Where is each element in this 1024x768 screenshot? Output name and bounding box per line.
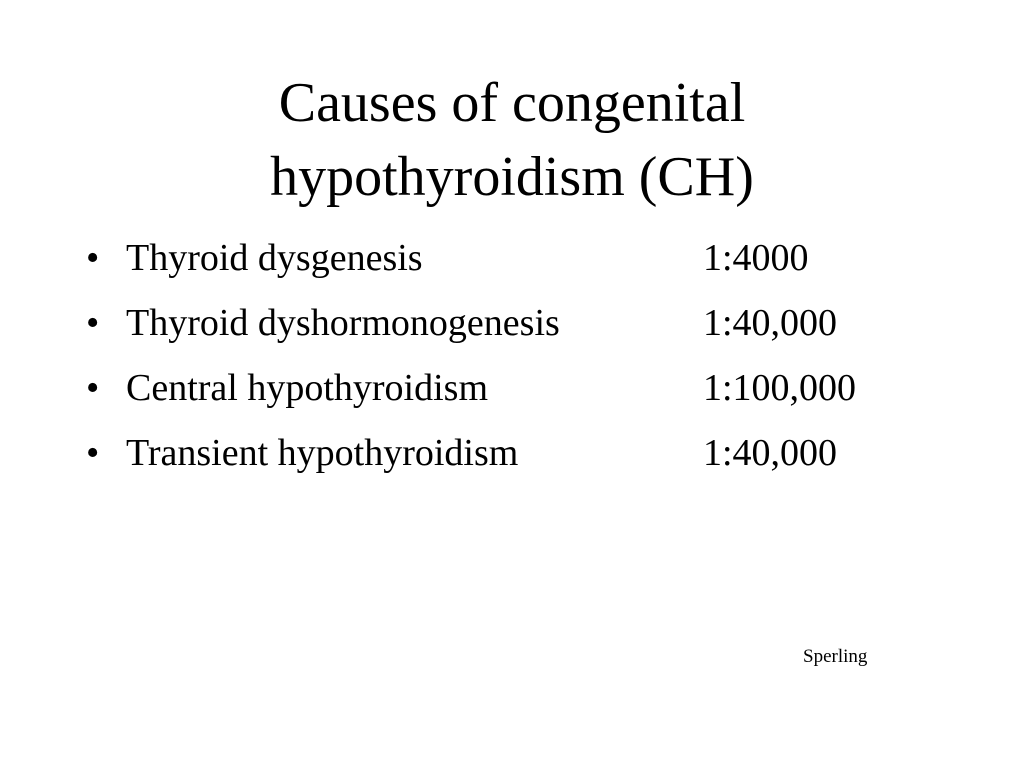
bullet-icon: • [86, 367, 100, 409]
incidence-value: 1:100,000 [703, 367, 857, 409]
source-citation: Sperling [803, 646, 868, 667]
cause-label: Thyroid dyshormonogenesis [126, 302, 560, 344]
slide-title-line-1: Causes of congenital [278, 72, 746, 134]
cause-label: Thyroid dysgenesis [126, 237, 423, 279]
cause-label: Transient hypothyroidism [126, 432, 519, 474]
slide-title [112, 66, 912, 214]
bullet-icon: • [86, 237, 100, 279]
bullet-icon: • [86, 432, 100, 474]
incidence-value: 1:4000 [703, 237, 809, 279]
slide-title-line-2: hypothyroidism (CH) [270, 146, 754, 208]
incidence-value: 1:40,000 [703, 432, 838, 474]
incidence-value: 1:40,000 [703, 302, 838, 344]
cause-label: Central hypothyroidism [126, 367, 489, 409]
bullet-icon: • [86, 302, 100, 344]
